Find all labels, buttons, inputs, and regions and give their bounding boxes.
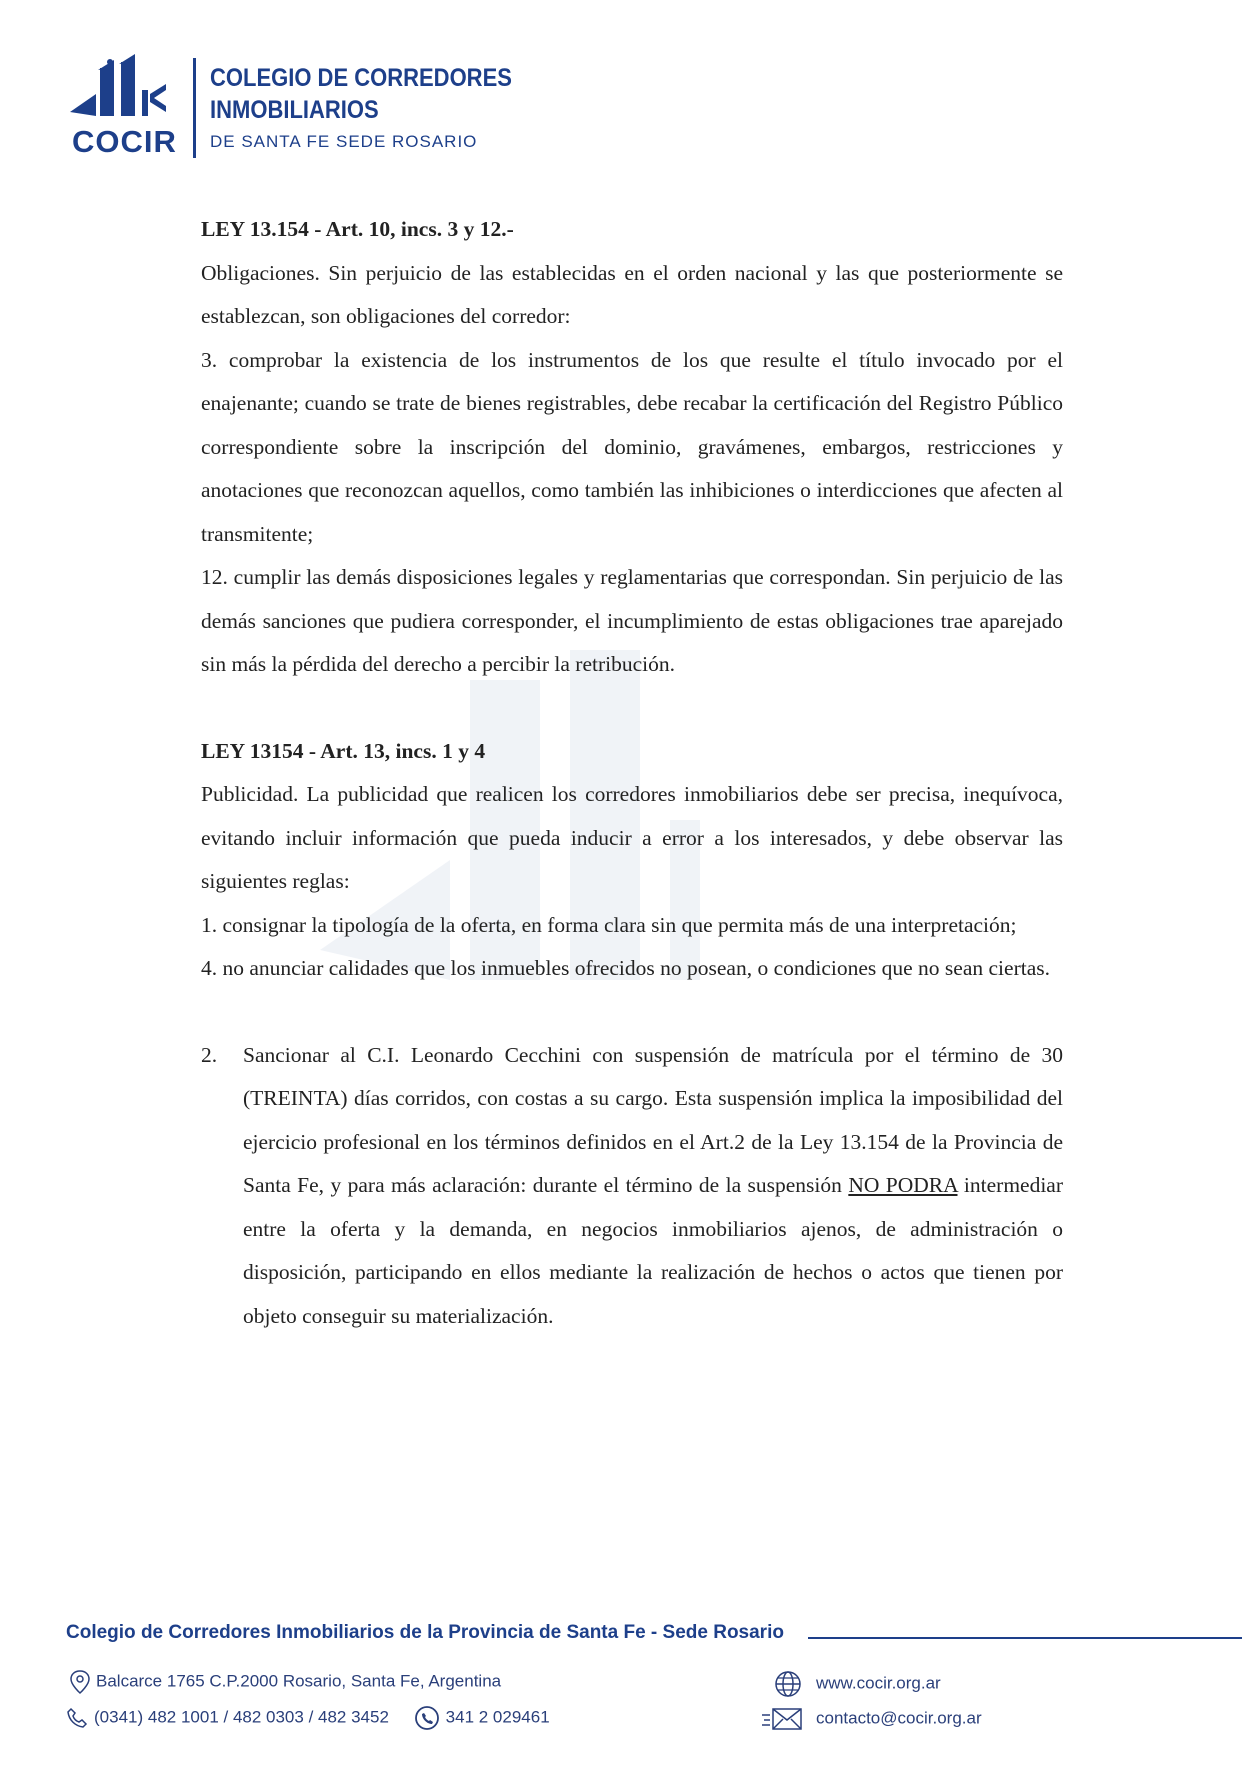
section-1-item-3: 3. comprobar la existencia de los instrumentos de los que resulte el título invocado por el enajenante; cuando se trate de bienes registrables, debe recabar la certificación del Registro Público correspondiente sobre la inscripción del dominio, gravámenes, embargos, restricciones y anotaciones que reconozcan aquellos, como también las inhibiciones o interdicciones que afecten al transmitente; xyxy=(201,347,1063,546)
footer-website-row[interactable] xyxy=(774,1670,941,1698)
logo-text: COCIR xyxy=(72,124,177,159)
whatsapp-icon xyxy=(414,1705,440,1731)
spacer xyxy=(201,687,1063,730)
section-2-item-4: 4. no anunciar calidades que los inmuebles ofrecidos no posean, o condiciones que no sean ciertas. xyxy=(201,956,1050,980)
resolution-underlined: NO PODRA xyxy=(848,1173,958,1197)
section-2-intro: Publicidad. La publicidad que realicen los corredores inmobiliarios debe ser precisa, inequívoca, evitando incluir información que pueda inducir a error a los interesados, y debe observar las siguientes reglas: xyxy=(201,782,1063,893)
resolution-item xyxy=(201,1034,1063,1339)
footer-email[interactable]: contacto@cocir.org.ar xyxy=(816,1708,982,1728)
organization-name xyxy=(210,62,553,152)
footer xyxy=(66,1622,1186,1728)
section-2-heading: LEY 13154 - Art. 13, incs. 1 y 4 xyxy=(201,738,486,763)
letterhead xyxy=(66,54,512,164)
section-1-intro: Obligaciones. Sin perjuicio de las establecidas en el orden nacional y las que posteriormente se establezcan, son obligaciones del corredor: xyxy=(201,260,1063,328)
footer-email-row[interactable] xyxy=(762,1706,982,1732)
org-line-2: INMOBILIARIOS xyxy=(210,96,379,124)
header-divider xyxy=(193,58,196,158)
phone-icon xyxy=(66,1707,88,1729)
footer-title: Colegio de Corredores Inmobiliarios de la Provincia de Santa Fe - Sede Rosario xyxy=(66,1622,784,1643)
footer-rule xyxy=(808,1637,1242,1639)
section-2-item-1: 1. consignar la tipología de la oferta, en forma clara sin que permita más de una interpretación; xyxy=(201,912,1017,937)
logo-emblem-icon xyxy=(66,54,181,124)
email-icon xyxy=(762,1706,804,1732)
section-1-item-12: 12. cumplir las demás disposiciones legales y reglamentarias que correspondan. Sin perjuicio de las demás sanciones que pudiera corresponder, el incumplimiento de estas obligaciones trae aparejado sin más la pérdida del derecho a percibir la retribución. xyxy=(201,565,1063,676)
document-body xyxy=(201,208,1063,1338)
spacer xyxy=(201,991,1063,1034)
footer-address: Balcarce 1765 C.P.2000 Rosario, Santa Fe, Argentina xyxy=(96,1671,502,1691)
resolution-number: 2. xyxy=(201,1042,218,1067)
footer-address-row xyxy=(70,1670,501,1694)
org-line-1: COLEGIO DE CORREDORES xyxy=(210,64,512,92)
footer-phones: (0341) 482 1001 / 482 0303 / 482 3452 xyxy=(94,1707,389,1727)
resolution-text-after: intermediar entre la oferta y la demanda, en negocios inmobiliarios ajenos, de administración o disposición, participando en ellos mediante la realización de hechos o actos que tienen por objeto conseguir su materialización. xyxy=(243,1173,1064,1328)
footer-phone-row xyxy=(66,1705,550,1731)
footer-website[interactable]: www.cocir.org.ar xyxy=(816,1673,941,1693)
section-1-heading: LEY 13.154 - Art. 10, incs. 3 y 12.- xyxy=(201,217,514,241)
globe-icon xyxy=(774,1670,802,1698)
org-line-3: DE SANTA FE SEDE ROSARIO xyxy=(210,132,478,151)
footer-whatsapp: 341 2 029461 xyxy=(445,1707,550,1727)
location-pin-icon xyxy=(70,1670,90,1694)
resolution-text-before: Sancionar al C.I. Leonardo Cecchini con suspensión de matrícula por el término de 30 (TREINTA) días corridos, con costas a su cargo. Esta suspensión implica la imposibilidad del ejercicio profesional en los términos definidos en el Art.2 de la Ley 13.154 de la Provincia de Santa Fe, y para más aclaración: durante el término de la suspensión xyxy=(243,1042,1063,1197)
cocir-logo xyxy=(66,54,181,159)
